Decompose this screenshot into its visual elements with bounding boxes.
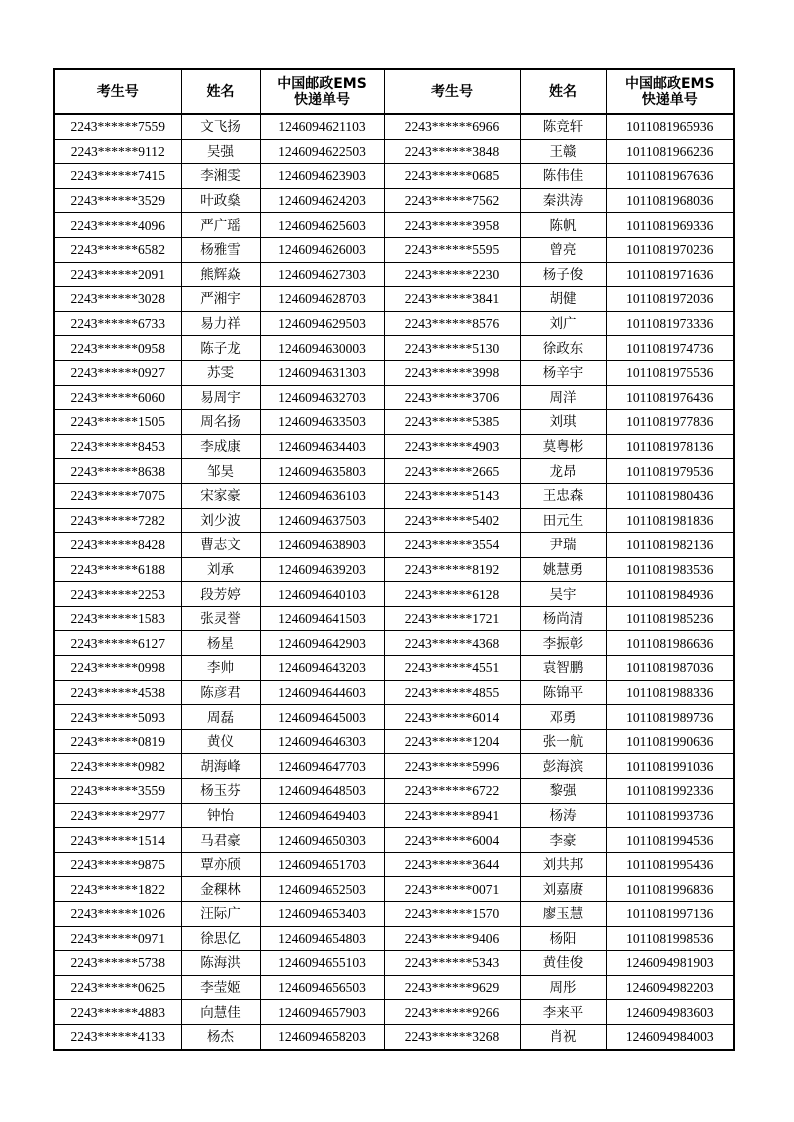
header-ems-line1: 中国邮政EMS — [624, 75, 715, 92]
name-cell: 李帅 — [181, 656, 260, 681]
ems-number-cell: 1246094621103 — [260, 114, 384, 139]
ems-number-cell: 1011081993736 — [606, 803, 734, 828]
ems-number-cell: 1246094656503 — [260, 975, 384, 1000]
ems-number-cell: 1246094651703 — [260, 852, 384, 877]
name-cell: 刘嘉赓 — [520, 877, 606, 902]
name-cell: 吴宇 — [520, 582, 606, 607]
table-row — [54, 139, 734, 164]
ems-number-cell: 1011081984936 — [606, 582, 734, 607]
name-cell: 易力祥 — [181, 311, 260, 336]
ems-number-cell: 1246094655103 — [260, 951, 384, 976]
name-cell: 胡海峰 — [181, 754, 260, 779]
table-row — [54, 803, 734, 828]
ems-number-cell: 1011081976436 — [606, 385, 734, 410]
ems-number-cell: 1246094637503 — [260, 508, 384, 533]
candidate-id-cell: 2243******8192 — [384, 557, 520, 582]
ems-number-cell: 1246094645003 — [260, 705, 384, 730]
ems-number-cell: 1011081967636 — [606, 164, 734, 189]
name-cell: 周彤 — [520, 975, 606, 1000]
candidate-id-cell: 2243******0685 — [384, 164, 520, 189]
ems-number-cell: 1246094649403 — [260, 803, 384, 828]
candidate-id-cell: 2243******8941 — [384, 803, 520, 828]
ems-number-cell: 1246094622503 — [260, 139, 384, 164]
name-cell: 熊辉焱 — [181, 262, 260, 287]
name-cell: 刘共邦 — [520, 852, 606, 877]
table-row — [54, 606, 734, 631]
table-row — [54, 164, 734, 189]
ems-number-cell: 1246094630003 — [260, 336, 384, 361]
candidate-id-cell: 2243******5093 — [54, 705, 181, 730]
candidate-id-cell: 2243******5385 — [384, 410, 520, 435]
table-row — [54, 680, 734, 705]
ems-number-cell: 1246094647703 — [260, 754, 384, 779]
name-cell: 肖祝 — [520, 1024, 606, 1049]
name-cell: 李来平 — [520, 1000, 606, 1025]
header-ems-left — [260, 69, 384, 114]
candidate-id-cell: 2243******4883 — [54, 1000, 181, 1025]
candidate-id-cell: 2243******5996 — [384, 754, 520, 779]
name-cell: 杨星 — [181, 631, 260, 656]
ems-number-cell: 1011081969336 — [606, 213, 734, 238]
name-cell: 陈伟佳 — [520, 164, 606, 189]
ems-number-cell: 1011081975536 — [606, 360, 734, 385]
candidate-id-cell: 2243******9112 — [54, 139, 181, 164]
name-cell: 张一航 — [520, 729, 606, 754]
header-ems-line2: 快递单号 — [294, 91, 350, 108]
candidate-id-cell: 2243******5343 — [384, 951, 520, 976]
candidate-id-cell: 2243******0971 — [54, 926, 181, 951]
name-cell: 易周宇 — [181, 385, 260, 410]
name-cell: 彭海滨 — [520, 754, 606, 779]
table-row — [54, 754, 734, 779]
name-cell: 曾亮 — [520, 237, 606, 262]
name-cell: 陈锦平 — [520, 680, 606, 705]
table-header — [54, 69, 734, 114]
name-cell: 汪际广 — [181, 902, 260, 927]
candidate-id-cell: 2243******8453 — [54, 434, 181, 459]
table-row — [54, 902, 734, 927]
candidate-id-cell: 2243******7282 — [54, 508, 181, 533]
candidate-id-cell: 2243******3841 — [384, 287, 520, 312]
ems-number-cell: 1011081965936 — [606, 114, 734, 139]
candidate-id-cell: 2243******6004 — [384, 828, 520, 853]
name-cell: 叶政燊 — [181, 188, 260, 213]
candidate-id-cell: 2243******3848 — [384, 139, 520, 164]
ems-number-cell: 1246094634403 — [260, 434, 384, 459]
table-row — [54, 877, 734, 902]
ems-number-cell: 1011081972036 — [606, 287, 734, 312]
candidate-id-cell: 2243******9875 — [54, 852, 181, 877]
table-row — [54, 729, 734, 754]
candidate-id-cell: 2243******4551 — [384, 656, 520, 681]
name-cell: 陈子龙 — [181, 336, 260, 361]
ems-number-cell: 1246094643203 — [260, 656, 384, 681]
ems-number-cell: 1246094627303 — [260, 262, 384, 287]
ems-number-cell: 1011081995436 — [606, 852, 734, 877]
name-cell: 覃亦颀 — [181, 852, 260, 877]
table-body — [54, 114, 734, 1050]
candidate-id-cell: 2243******3559 — [54, 779, 181, 804]
name-cell: 邹昊 — [181, 459, 260, 484]
ems-number-cell: 1246094640103 — [260, 582, 384, 607]
name-cell: 廖玉慧 — [520, 902, 606, 927]
table-row — [54, 975, 734, 1000]
table-row — [54, 459, 734, 484]
candidate-id-cell: 2243******1204 — [384, 729, 520, 754]
name-cell: 金稞林 — [181, 877, 260, 902]
name-cell: 黎强 — [520, 779, 606, 804]
name-cell: 杨辛宇 — [520, 360, 606, 385]
name-cell: 徐政东 — [520, 336, 606, 361]
name-cell: 徐思亿 — [181, 926, 260, 951]
name-cell: 陈帆 — [520, 213, 606, 238]
candidate-id-cell: 2243******4096 — [54, 213, 181, 238]
candidate-id-cell: 2243******2665 — [384, 459, 520, 484]
table-row — [54, 656, 734, 681]
candidate-id-cell: 2243******2977 — [54, 803, 181, 828]
name-cell: 李豪 — [520, 828, 606, 853]
table-row — [54, 951, 734, 976]
table-row — [54, 926, 734, 951]
name-cell: 宋家豪 — [181, 483, 260, 508]
candidate-id-cell: 2243******2230 — [384, 262, 520, 287]
candidate-id-cell: 2243******2091 — [54, 262, 181, 287]
ems-number-cell: 1011081980436 — [606, 483, 734, 508]
ems-number-cell: 1246094628703 — [260, 287, 384, 312]
name-cell: 严湘宇 — [181, 287, 260, 312]
candidate-id-cell: 2243******6128 — [384, 582, 520, 607]
candidate-id-cell: 2243******3554 — [384, 533, 520, 558]
name-cell: 李莹姬 — [181, 975, 260, 1000]
ems-number-cell: 1246094981903 — [606, 951, 734, 976]
name-cell: 姚慧勇 — [520, 557, 606, 582]
name-cell: 周磊 — [181, 705, 260, 730]
name-cell: 秦洪涛 — [520, 188, 606, 213]
candidate-id-cell: 2243******6014 — [384, 705, 520, 730]
ems-number-cell: 1011081977836 — [606, 410, 734, 435]
name-cell: 张灵誉 — [181, 606, 260, 631]
candidate-id-cell: 2243******4368 — [384, 631, 520, 656]
table-row — [54, 852, 734, 877]
name-cell: 李成康 — [181, 434, 260, 459]
candidate-id-cell: 2243******1514 — [54, 828, 181, 853]
candidate-id-cell: 2243******3644 — [384, 852, 520, 877]
ems-number-cell: 1011081988336 — [606, 680, 734, 705]
candidate-id-cell: 2243******4903 — [384, 434, 520, 459]
table-row — [54, 582, 734, 607]
ems-number-cell: 1246094641503 — [260, 606, 384, 631]
ems-number-cell: 1246094984003 — [606, 1024, 734, 1049]
candidate-id-cell: 2243******9266 — [384, 1000, 520, 1025]
name-cell: 莫粤彬 — [520, 434, 606, 459]
ems-number-cell: 1011081971636 — [606, 262, 734, 287]
candidate-ems-table — [53, 68, 735, 1051]
candidate-id-cell: 2243******8576 — [384, 311, 520, 336]
candidate-id-cell: 2243******6188 — [54, 557, 181, 582]
candidate-id-cell: 2243******8638 — [54, 459, 181, 484]
candidate-id-cell: 2243******3998 — [384, 360, 520, 385]
ems-number-cell: 1246094631303 — [260, 360, 384, 385]
header-name-right: 姓名 — [520, 69, 606, 114]
table-row — [54, 779, 734, 804]
table-row — [54, 631, 734, 656]
candidate-id-cell: 2243******2253 — [54, 582, 181, 607]
ems-number-cell: 1246094648503 — [260, 779, 384, 804]
ems-number-cell: 1246094658203 — [260, 1024, 384, 1049]
name-cell: 邓勇 — [520, 705, 606, 730]
candidate-id-cell: 2243******3706 — [384, 385, 520, 410]
ems-number-cell: 1246094650303 — [260, 828, 384, 853]
ems-number-cell: 1011081986636 — [606, 631, 734, 656]
ems-number-cell: 1011081974736 — [606, 336, 734, 361]
candidate-id-cell: 2243******1583 — [54, 606, 181, 631]
table-row — [54, 705, 734, 730]
name-cell: 文飞扬 — [181, 114, 260, 139]
name-cell: 严广瑶 — [181, 213, 260, 238]
name-cell: 杨杰 — [181, 1024, 260, 1049]
table-row — [54, 410, 734, 435]
candidate-id-cell: 2243******9629 — [384, 975, 520, 1000]
name-cell: 胡健 — [520, 287, 606, 312]
ems-number-cell: 1011081978136 — [606, 434, 734, 459]
header-name-left: 姓名 — [181, 69, 260, 114]
table-row — [54, 533, 734, 558]
name-cell: 杨玉芬 — [181, 779, 260, 804]
candidate-id-cell: 2243******1822 — [54, 877, 181, 902]
name-cell: 李湘雯 — [181, 164, 260, 189]
ems-number-cell: 1246094635803 — [260, 459, 384, 484]
ems-number-cell: 1011081985236 — [606, 606, 734, 631]
header-ems-line2: 快递单号 — [641, 91, 698, 108]
ems-number-cell: 1246094642903 — [260, 631, 384, 656]
candidate-id-cell: 2243******9406 — [384, 926, 520, 951]
table-row — [54, 557, 734, 582]
ems-number-cell: 1011081994536 — [606, 828, 734, 853]
ems-number-cell: 1011081996836 — [606, 877, 734, 902]
name-cell: 黄仪 — [181, 729, 260, 754]
ems-number-cell: 1011081989736 — [606, 705, 734, 730]
name-cell: 钟怡 — [181, 803, 260, 828]
ems-number-cell: 1246094623903 — [260, 164, 384, 189]
table-row — [54, 213, 734, 238]
name-cell: 陈竞轩 — [520, 114, 606, 139]
ems-number-cell: 1011081982136 — [606, 533, 734, 558]
candidate-id-cell: 2243******3958 — [384, 213, 520, 238]
candidate-id-cell: 2243******4855 — [384, 680, 520, 705]
name-cell: 陈彦君 — [181, 680, 260, 705]
name-cell: 周洋 — [520, 385, 606, 410]
name-cell: 龙昂 — [520, 459, 606, 484]
name-cell: 刘广 — [520, 311, 606, 336]
name-cell: 袁智鹏 — [520, 656, 606, 681]
ems-number-cell: 1246094644603 — [260, 680, 384, 705]
table-row — [54, 287, 734, 312]
ems-number-cell: 1246094657903 — [260, 1000, 384, 1025]
candidate-id-cell: 2243******6582 — [54, 237, 181, 262]
ems-number-cell: 1246094653403 — [260, 902, 384, 927]
candidate-id-cell: 2243******3268 — [384, 1024, 520, 1049]
name-cell: 杨阳 — [520, 926, 606, 951]
name-cell: 尹瑞 — [520, 533, 606, 558]
candidate-id-cell: 2243******4538 — [54, 680, 181, 705]
ems-number-cell: 1246094625603 — [260, 213, 384, 238]
name-cell: 刘承 — [181, 557, 260, 582]
header-row — [54, 69, 734, 114]
name-cell: 周名扬 — [181, 410, 260, 435]
candidate-id-cell: 2243******7562 — [384, 188, 520, 213]
ems-number-cell: 1246094982203 — [606, 975, 734, 1000]
ems-number-cell: 1246094638903 — [260, 533, 384, 558]
candidate-id-cell: 2243******0071 — [384, 877, 520, 902]
ems-number-cell: 1246094626003 — [260, 237, 384, 262]
candidate-id-cell: 2243******3529 — [54, 188, 181, 213]
candidate-id-cell: 2243******0998 — [54, 656, 181, 681]
ems-number-cell: 1011081968036 — [606, 188, 734, 213]
name-cell: 吴强 — [181, 139, 260, 164]
ems-number-cell: 1246094639203 — [260, 557, 384, 582]
name-cell: 马君豪 — [181, 828, 260, 853]
ems-number-cell: 1011081983536 — [606, 557, 734, 582]
table-row — [54, 1024, 734, 1049]
table-row — [54, 237, 734, 262]
table-row — [54, 188, 734, 213]
table-row — [54, 360, 734, 385]
ems-number-cell: 1246094983603 — [606, 1000, 734, 1025]
table-row — [54, 262, 734, 287]
name-cell: 李振彰 — [520, 631, 606, 656]
ems-number-cell: 1011081991036 — [606, 754, 734, 779]
ems-number-cell: 1246094632703 — [260, 385, 384, 410]
candidate-id-cell: 2243******5402 — [384, 508, 520, 533]
name-cell: 王忠森 — [520, 483, 606, 508]
candidate-id-cell: 2243******6060 — [54, 385, 181, 410]
ems-number-cell: 1246094654803 — [260, 926, 384, 951]
ems-number-cell: 1246094629503 — [260, 311, 384, 336]
candidate-id-cell: 2243******6127 — [54, 631, 181, 656]
candidate-id-cell: 2243******5595 — [384, 237, 520, 262]
candidate-id-cell: 2243******5738 — [54, 951, 181, 976]
name-cell: 杨子俊 — [520, 262, 606, 287]
name-cell: 杨雅雪 — [181, 237, 260, 262]
name-cell: 段芳婷 — [181, 582, 260, 607]
candidate-id-cell: 2243******0982 — [54, 754, 181, 779]
name-cell: 田元生 — [520, 508, 606, 533]
candidate-id-cell: 2243******8428 — [54, 533, 181, 558]
ems-number-cell: 1011081992336 — [606, 779, 734, 804]
table-row — [54, 434, 734, 459]
table-row — [54, 483, 734, 508]
header-candidate-id-left: 考生号 — [54, 69, 181, 114]
header-ems-line1: 中国邮政EMS — [277, 75, 367, 92]
ems-number-cell: 1011081981836 — [606, 508, 734, 533]
name-cell: 刘少波 — [181, 508, 260, 533]
ems-number-cell: 1246094624203 — [260, 188, 384, 213]
table-row — [54, 336, 734, 361]
table-row — [54, 828, 734, 853]
candidate-id-cell: 2243******1026 — [54, 902, 181, 927]
ems-number-cell: 1011081973336 — [606, 311, 734, 336]
candidate-id-cell: 2243******6966 — [384, 114, 520, 139]
ems-number-cell: 1246094636103 — [260, 483, 384, 508]
name-cell: 刘琪 — [520, 410, 606, 435]
candidate-id-cell: 2243******5143 — [384, 483, 520, 508]
ems-number-cell: 1246094646303 — [260, 729, 384, 754]
candidate-id-cell: 2243******4133 — [54, 1024, 181, 1049]
header-candidate-id-right: 考生号 — [384, 69, 520, 114]
candidate-id-cell: 2243******1721 — [384, 606, 520, 631]
candidate-id-cell: 2243******1570 — [384, 902, 520, 927]
candidate-id-cell: 2243******7415 — [54, 164, 181, 189]
candidate-id-cell: 2243******0958 — [54, 336, 181, 361]
ems-number-cell: 1011081997136 — [606, 902, 734, 927]
table-row — [54, 1000, 734, 1025]
name-cell: 王赣 — [520, 139, 606, 164]
ems-number-cell: 1011081998536 — [606, 926, 734, 951]
name-cell: 向慧佳 — [181, 1000, 260, 1025]
candidate-id-cell: 2243******7559 — [54, 114, 181, 139]
ems-number-cell: 1011081990636 — [606, 729, 734, 754]
name-cell: 杨尚清 — [520, 606, 606, 631]
table-row — [54, 311, 734, 336]
candidate-id-cell: 2243******1505 — [54, 410, 181, 435]
ems-number-cell: 1011081987036 — [606, 656, 734, 681]
candidate-id-cell: 2243******3028 — [54, 287, 181, 312]
name-cell: 苏雯 — [181, 360, 260, 385]
name-cell: 杨涛 — [520, 803, 606, 828]
name-cell: 黄佳俊 — [520, 951, 606, 976]
ems-number-cell: 1011081970236 — [606, 237, 734, 262]
ems-number-cell: 1246094633503 — [260, 410, 384, 435]
table-row — [54, 508, 734, 533]
candidate-id-cell: 2243******7075 — [54, 483, 181, 508]
candidate-id-cell: 2243******0819 — [54, 729, 181, 754]
name-cell: 曹志文 — [181, 533, 260, 558]
candidate-id-cell: 2243******0927 — [54, 360, 181, 385]
table-row — [54, 114, 734, 139]
name-cell: 陈海洪 — [181, 951, 260, 976]
ems-number-cell: 1011081979536 — [606, 459, 734, 484]
candidate-id-cell: 2243******6733 — [54, 311, 181, 336]
ems-number-cell: 1246094652503 — [260, 877, 384, 902]
table-row — [54, 385, 734, 410]
candidate-id-cell: 2243******0625 — [54, 975, 181, 1000]
candidate-id-cell: 2243******6722 — [384, 779, 520, 804]
header-ems-right — [606, 69, 734, 114]
candidate-id-cell: 2243******5130 — [384, 336, 520, 361]
ems-number-cell: 1011081966236 — [606, 139, 734, 164]
